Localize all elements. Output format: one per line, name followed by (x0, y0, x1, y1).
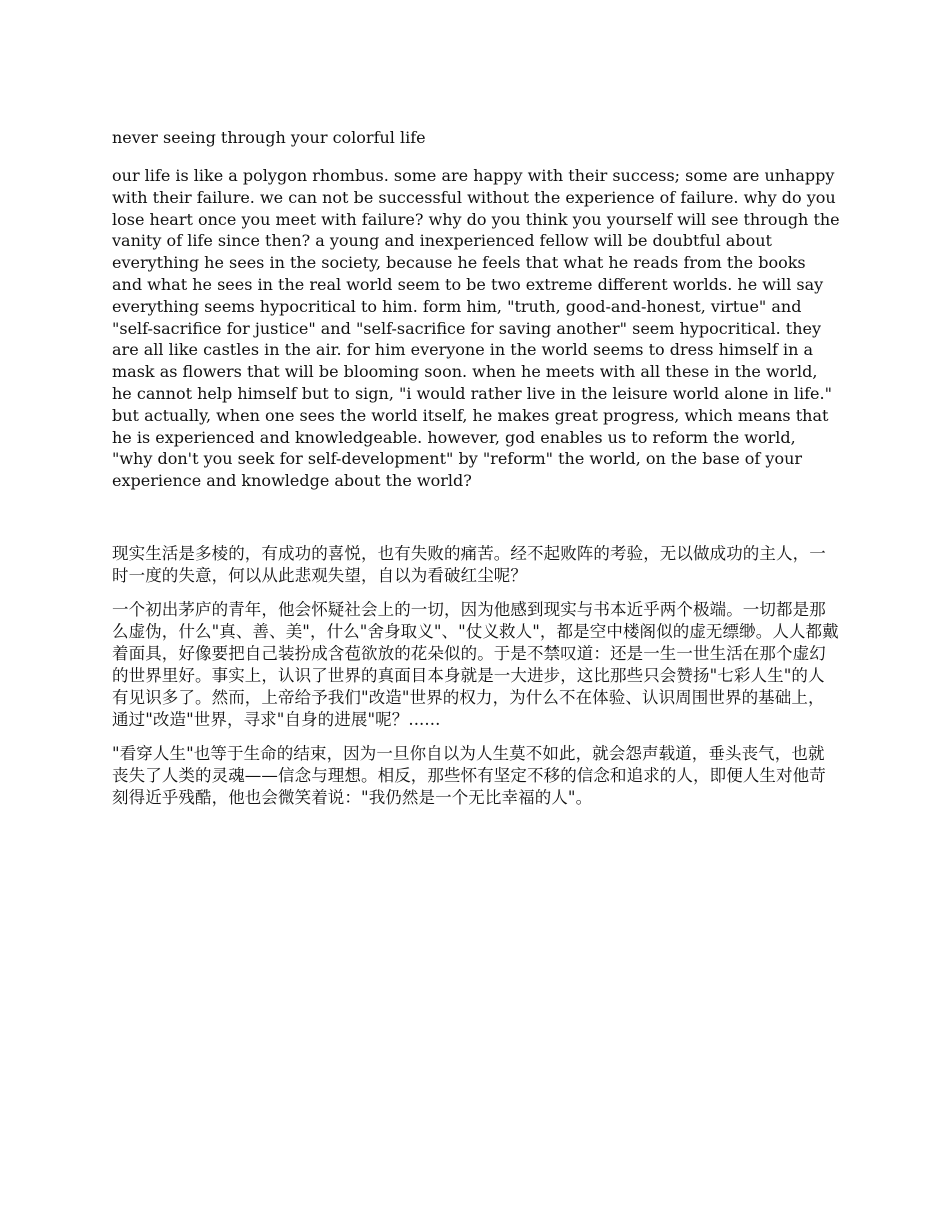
chinese-text-section (112, 543, 840, 809)
english-paragraph: our life is like a polygon rhombus. some are happy with their success; some are unhappy with their failure. we can not be successful without the experience of failure. why do you lose heart once you meet with failure? why do you think you yourself will see through the vanity of life since then? a young and inexperienced fellow will be doubtful about everything he sees in the society, because he feels that what he reads from the books and what he sees in the real world seem to be two extreme different worlds. he will say everything seems hypocritical to him. form him, "truth, good-and-honest, virtue" and "self-sacrifice for justice" and "self-sacrifice for saving another" seem hypocritical. they are all like castles in the air. for him everyone in the world seems to dress himself in a mask as flowers that will be blooming soon. when he meets with all these in the world, he cannot help himself but to sign, "i would rather live in the leisure world alone in life." but actually, when one sees the world itself, he makes great progress, which means that he is experienced and knowledgeable. however, god enables us to reform the world, "why don't you seek for self-development" by "reform" the world, on the base of your experience and knowledge about the world? (112, 166, 840, 491)
document-title: never seeing through your colorful life (112, 128, 426, 147)
document-page (112, 127, 840, 821)
chinese-paragraph-3: "看穿人生"也等于生命的结束，因为一旦你自以为人生莫不如此，就会怨声载道，垂头丧气，也就丧失了人类的灵魂——信念与理想。相反，那些怀有坚定不移的信念和追求的人，即便人生对他苛刻得近乎残酷，他也会微笑着说："我仍然是一个无比幸福的人"。 (112, 743, 826, 807)
chinese-paragraph-1: 现实生活是多棱的，有成功的喜悦，也有失败的痛苦。经不起败阵的考验，无以做成功的主人，一时一度的失意，何以从此悲观失望，自以为看破红尘呢？ (112, 543, 826, 585)
chinese-paragraph-2: 一个初出茅庐的青年，他会怀疑社会上的一切，因为他感到现实与书本近乎两个极端。一切都是那么虚伪，什么"真、善、美"，什么"舍身取义"、"仗义救人"，都是空中楼阁似的虚无缥缈。人人都戴着面具，好像要把自己装扮成含苞欲放的花朵似的。于是不禁叹道：还是一生一世生活在那个虚幻的世界里好。事实上，认识了世界的真面目本身就是一大进步，这比那些只会赞扬"七彩人生"的人有见识多了。然而，上帝给予我们"改造"世界的权力，为什么不在体验、认识周围世界的基础上，通过"改造"世界，寻求"自身的进展"呢？...... (112, 599, 839, 729)
